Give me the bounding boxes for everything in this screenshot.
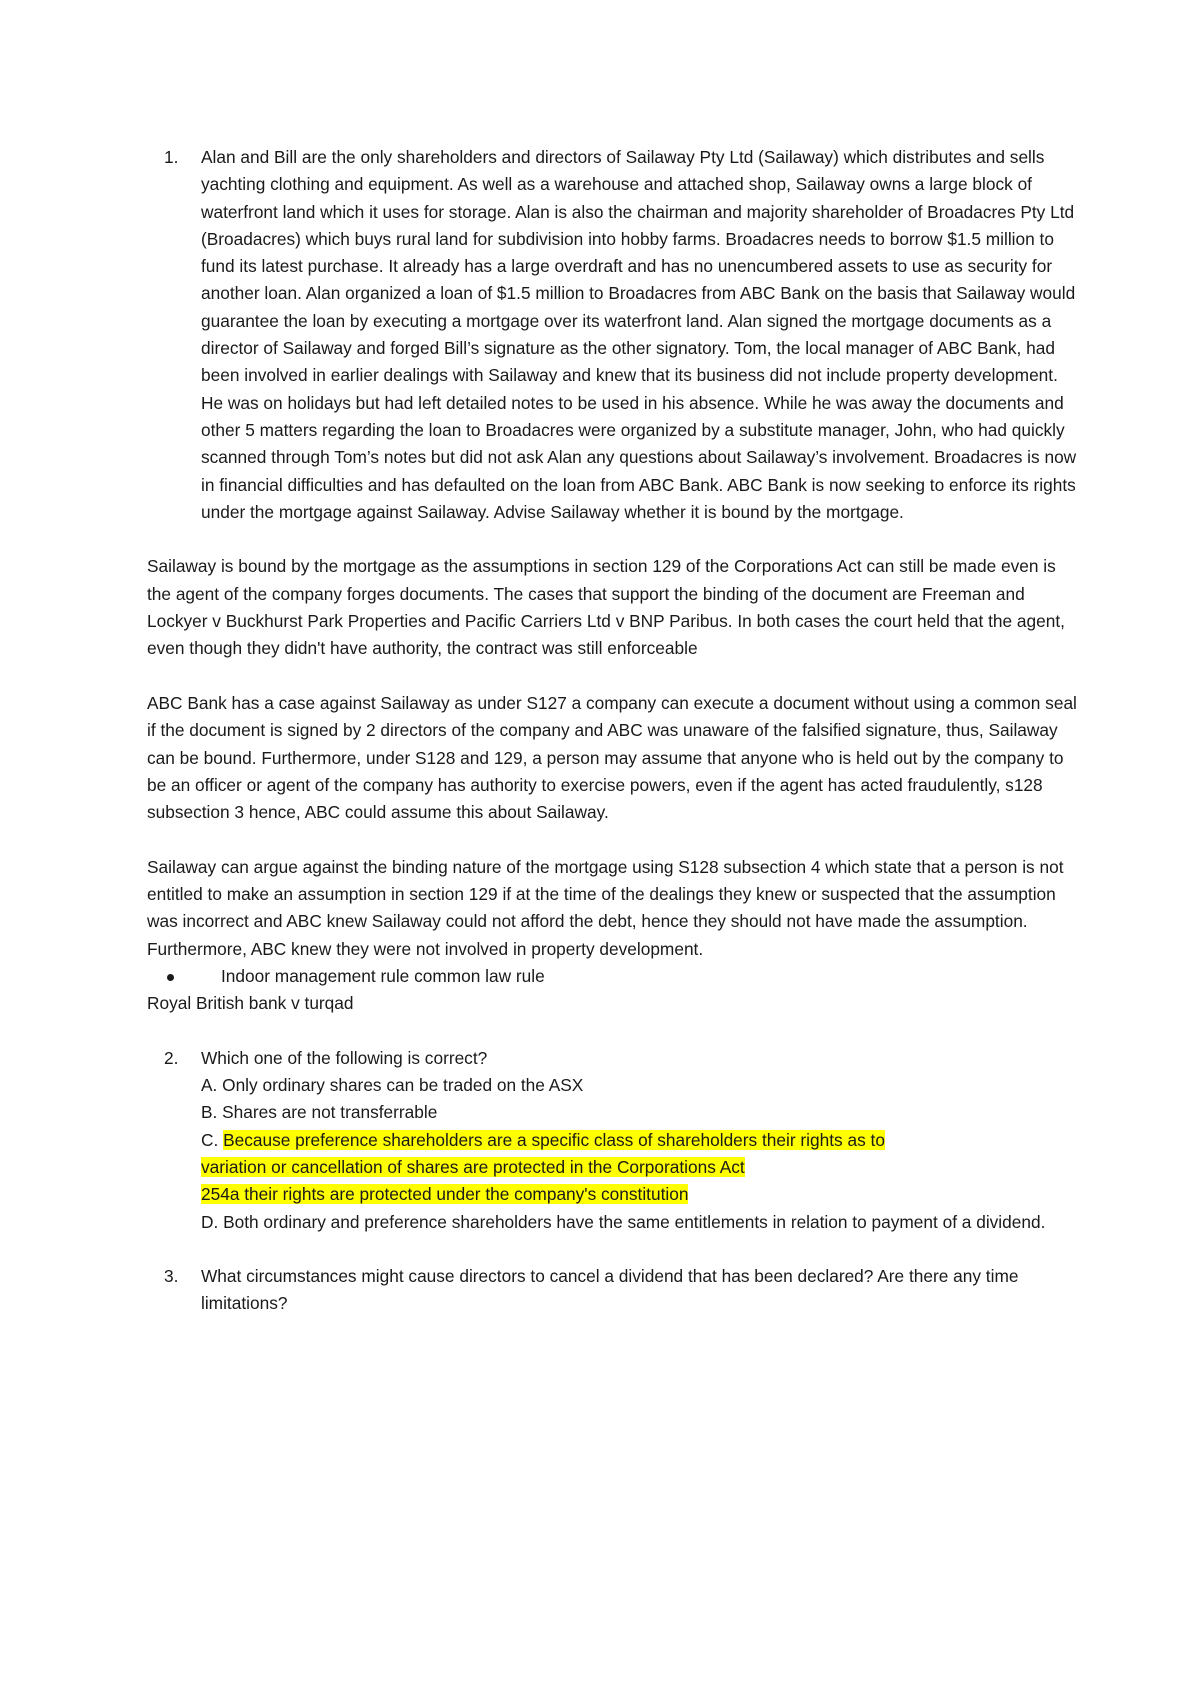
spacer [147, 1236, 1077, 1263]
bullet-item [147, 963, 1077, 990]
option-c-prefix: C. [201, 1129, 224, 1150]
option-c [201, 1127, 1077, 1154]
answer-paragraph-3: Sailaway can argue against the binding nature of the mortgage using S128 subsection 4 which state that a person is not entitled to make an assumption in section 129 if at the time of the dealings they knew or suspected that the assumption was incorrect and ABC knew Sailaway could not afford the debt, hence they should not have made the assumption. Furthermore, ABC knew they were not involved in property development. [147, 856, 1064, 959]
question-3-number: 3. [164, 1266, 179, 1287]
question-2 [147, 1045, 1077, 1236]
option-b: B. Shares are not transferrable [201, 1102, 438, 1123]
question-2-number: 2. [164, 1047, 179, 1068]
question-3-text: What circumstances might cause directors to cancel a dividend that has been declared? Are there any time limitations? [201, 1266, 1019, 1314]
question-1 [147, 144, 1077, 526]
bullet-icon [167, 974, 174, 981]
option-c-highlight-3: 254a their rights are protected under the company's constitution [201, 1184, 689, 1205]
option-c-line-2 [201, 1154, 1077, 1181]
question-3 [147, 1263, 1077, 1318]
case-reference: Royal British bank v turqad [147, 993, 354, 1014]
answer-paragraph-2: ABC Bank has a case against Sailaway as under S127 a company can execute a document without using a common seal if the document is signed by 2 directors of the company and ABC was unaware of the falsified signature, thus, Sailaway can be bound. Furthermore, under S128 and 129, a person may assume that anyone who is held out by the company to be an officer or agent of the company has authority to exercise powers, even if the agent has acted fraudulently, s128 subsection 3 hence, ABC could assume this about Sailaway. [147, 692, 1077, 823]
option-a: A. Only ordinary shares can be traded on the ASX [201, 1075, 584, 1096]
question-1-text: Alan and Bill are the only shareholders and directors of Sailaway Pty Ltd (Sailaway) which distributes and sells yachting clothing and equipment. As well as a warehouse and attached shop, Sailaway owns a large block of waterfront land which it uses for storage. Alan is also the chairman and majority shareholder of Broadacres Pty Ltd (Broadacres) which buys rural land for subdivision into hobby farms. Broadacres needs to borrow $1.5 million to fund its latest purchase. It already has a large overdraft and has no unencumbered assets to use as security for another loan. Alan organized a loan of $1.5 million to Broadacres from ABC Bank on the basis that Sailaway would guarantee the loan by executing a mortgage over its waterfront land. Alan signed the mortgage documents as a director of Sailaway and forged Bill’s signature as the other signatory. Tom, the local manager of ABC Bank, had been involved in earlier dealings with Sailaway and knew that its business did not include property development. He was on holidays but had left detailed notes to be used in his absence. While he was away the documents and other 5 matters regarding the loan to Broadacres were organized by a substitute manager, John, who had quickly scanned through Tom’s notes but did not ask Alan any questions about Sailaway’s involvement. Broadacres is now in financial difficulties and has defaulted on the loan from ABC Bank. ABC Bank is now seeking to enforce its rights under the mortgage against Sailaway. Advise Sailaway whether it is bound by the mortgage. [201, 147, 1077, 522]
question-2-text: Which one of the following is correct? [201, 1047, 488, 1068]
question-1-number: 1. [164, 147, 179, 167]
option-c-highlight-2: variation or cancellation of shares are protected in the Corporations Act [201, 1156, 745, 1177]
document-body [147, 144, 1077, 1318]
spacer [147, 526, 1077, 553]
bullet-text: Indoor management rule common law rule [221, 965, 545, 986]
option-c-line-3 [201, 1181, 1077, 1208]
option-d: D. Both ordinary and preference shareholders have the same entitlements in relation to payment of a dividend. [201, 1211, 1046, 1232]
answer-paragraph-1: Sailaway is bound by the mortgage as the assumptions in section 129 of the Corporations Act can still be made even is the agent of the company forges documents. The cases that support the binding of the document are Freeman and Lockyer v Buckhurst Park Properties and Pacific Carriers Ltd v BNP Paribus. In both cases the court held that the agent, even though they didn't have authority, the contract was still enforceable [147, 556, 1065, 659]
spacer [147, 663, 1077, 690]
option-c-highlight-1: Because preference shareholders are a specific class of shareholders their rights as to [223, 1129, 885, 1150]
spacer [147, 826, 1077, 853]
spacer [147, 1018, 1077, 1045]
